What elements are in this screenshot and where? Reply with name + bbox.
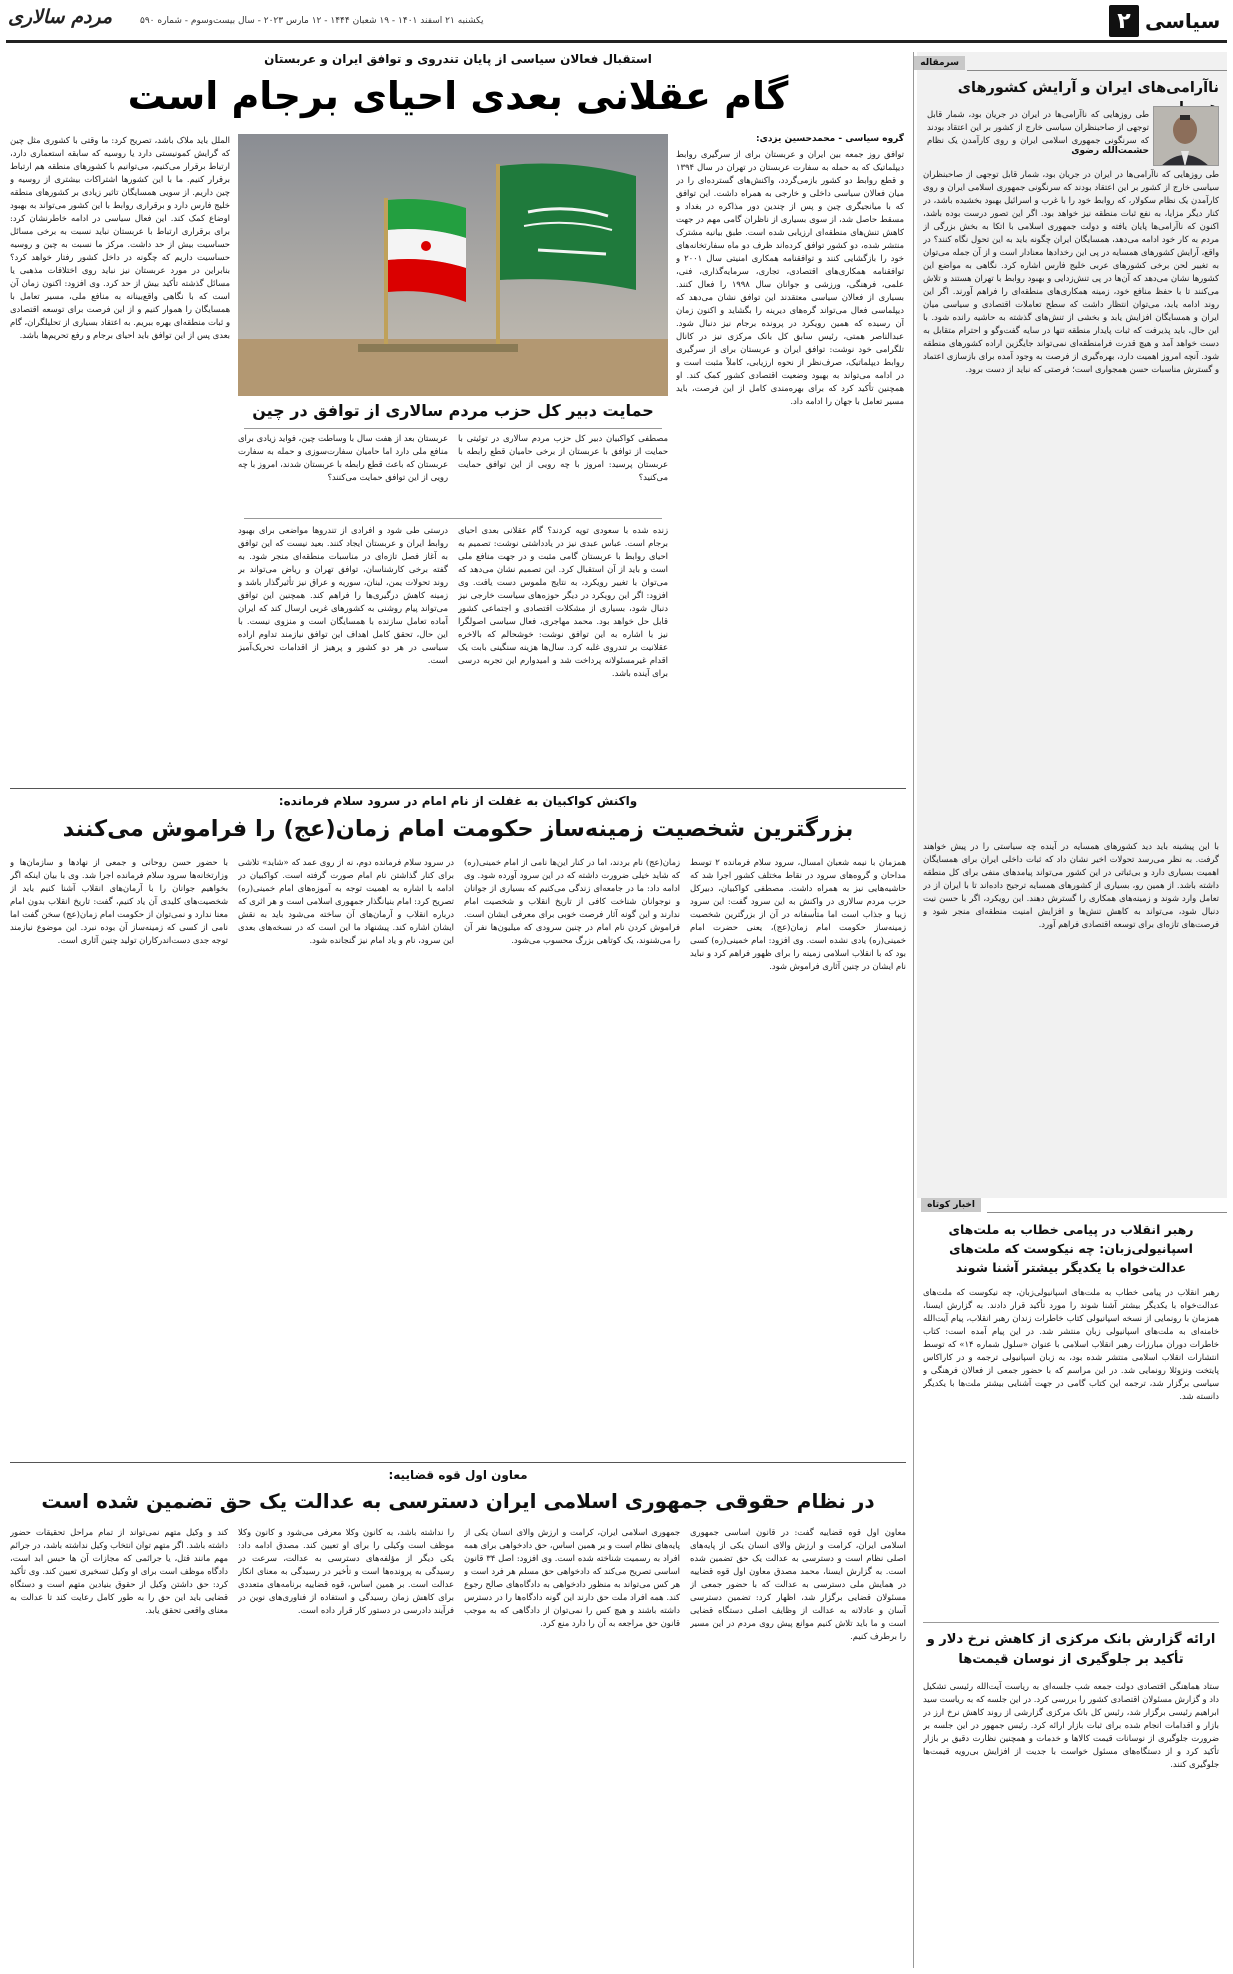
- sidebar-paragraph-1b: [923, 168, 1219, 838]
- top-header: [0, 0, 1233, 46]
- lead-column-2: زنده شده با سعودی توپه کردند؟ گام عقلانی بعدی احیای برجام است. عباس عبدی نیز در یادداشتی نوشت: تصمیم به احیای روابط با عربستان گامی مثبت و در جهت منافع ملی است و باید از آن استقبال کرد. این تصمیم نشان می‌دهد که می‌توان با تغییر رویکرد، به نتایج ملموس دست یافت. وی افزود: اگر این رویکرد در دیگر حوزه‌های سیاست خارجی نیز دنبال شود، بسیاری از مشکلات اقتصادی و اجتماعی کشور قابل حل خواهد بود. محمد مهاجری، فعال سیاسی اصولگرا نیز با اشاره به این توافق نوشت: خوشحالم که بالاخره عقلانیت بر تندروی غلبه کرد. سال‌ها هزینه سنگینی بابت یک اقدام غیرمسئولانه پرداخت شد و امیدوارم این تجربه درسی برای آینده باشد.: [458, 525, 668, 678]
- brief-1-title: رهبر انقلاب در پیامی خطاب به ملت‌های اسپانیولی‌زبان: چه نیکوست که ملت‌های عدالت‌خواه با یکدیگر بیشتر آشنا شوند: [948, 1222, 1194, 1275]
- middle-column-3: در سرود سلام فرمانده دوم، نه از روی عمد که «شاید» تلاشی برای کنار گذاشتن نام امام صورت گرفته است. کواکبیان در ادامه با اشاره به اهمیت توجه به آموزه‌های امام خمینی(ره) تصریح کرد: امام بنیانگذار جمهوری اسلامی است و هر اثری که درباره انقلاب و آرمان‌های آن ساخته می‌شود باید به نقش ایشان اشاره کند. پیشنهاد ما این است که در نسخه‌های بعدی این سرود، نام و یاد امام نیز گنجانده شود.: [238, 857, 454, 945]
- photo-caption: حمایت دبیر کل حزب مردم سالاری از توافق در چین: [252, 401, 654, 420]
- author-portrait-icon: [1153, 107, 1218, 166]
- header-rule: [6, 40, 1227, 43]
- sidebar-tag-rule: [967, 70, 1227, 71]
- section-block: [1109, 4, 1227, 38]
- caption-column-right: مصطفی کواکبیان دبیر کل حزب مردم سالاری در توئیتی با حمایت از توافق با عربستان از برخی حامیان قطع رابطه با عربستان پرسید: امروز با چه رویی از این توافق حمایت می‌کنید؟: [458, 433, 668, 482]
- sidebar-author: حشمت‌الله رضوی: [1071, 146, 1149, 156]
- flags-photo: [238, 134, 668, 396]
- brief-divider: [923, 1622, 1219, 1623]
- lead-bottom-rule: [10, 788, 906, 789]
- lead-column-1: توافق روز جمعه بین ایران و عربستان برای از سرگیری روابط دیپلماتیک که به حمله به سفارت عربستان در تهران در سال ۱۳۹۴ و قطع روابط دو کشور بازمی‌گردد، واکنش‌های گسترده‌ای را در میان فعالان سیاسی داخلی و خارجی به همراه داشت. این توافق که با میانجیگری چین و پس از چندین دور مذاکره در بغداد و مسقط حاصل شد، از سوی بسیاری از ناظران گامی مهم در جهت کاهش تنش‌های منطقه‌ای ارزیابی شده است. طبق بیانیه مشترک منتشر شده، دو کشور توافق کرده‌اند ظرف دو ماه سفارتخانه‌های خود را بازگشایی کنند و توافقنامه همکاری امنیتی سال ۲۰۰۱ و توافقنامه همکاری‌های اقتصادی، تجاری، سرمایه‌گذاری، فنی، علمی، فرهنگی، ورزشی و جوانان سال ۱۹۹۸ را فعال کنند. بسیاری از فعالان سیاسی معتقدند این توافق نشان می‌دهد که دیپلماسی فعال می‌تواند گره‌های دیرینه را بگشاید و اکنون زمان آن رسیده که همین رویکرد در پرونده برجام نیز دنبال شود. عبدالناصر همتی، رئیس سابق کل بانک مرکزی نیز در کانال تلگرامی خود نوشت: توافق ایران و عربستان برای از سرگیری روابط دیپلماتیک، صرف‌نظر از نحوه ارزیابی، کاملاً مثبت است و در ادامه می‌تواند به بهبود وضعیت اقتصادی کشور کمک کند. او همچنین تأکید کرد که برای بهره‌مندی کامل از این فرصت، باید مسیر تعامل با جهان را ادامه داد.: [676, 149, 904, 406]
- caption-rule: [244, 428, 662, 429]
- bottom-kicker: معاون اول قوه قضاییه:: [388, 1468, 528, 1482]
- bottom-column-3: را نداشته باشد، به کانون وکلا معرفی می‌شود و کانون وکلا موظف است وکیلی را برای او تعیین کند. مصدق ادامه داد: یکی دیگر از مؤلفه‌های دسترسی به عدالت، سرعت در رسیدگی به پرونده‌ها است و تأخیر در رسیدگی به معنای انکار عدالت است. بر همین اساس، قوه قضاییه برنامه‌های متعددی برای کاهش زمان رسیدگی و استفاده از فناوری‌های نوین در فرآیند دادرسی در دستور کار قرار داده است.: [238, 1527, 454, 1615]
- caption-column-left: عربستان بعد از هفت سال با وساطت چین، فواید زیادی برای منافع ملی دارد اما حامیان سفارت‌سوزی و حمله به سفارت عربستان که باعث قطع رابطه با عربستان شدند، امروز با چه رویی از این توافق حمایت می‌کنند؟: [238, 433, 448, 482]
- sidebar-paragraph-body: طی روزهایی که ناآرامی‌ها در ایران در جریان بود، شمار قابل توجهی از صاحبنظران سیاسی خارج از کشور بر این اعتقاد بودند که سرنگونی جمهوری اسلامی ایران و روی کارآمدن یک نظام سکولار، که روابط خود را با غرب و اسرائیل بهبود بخشیده باشد، در کنار دیگر مزایا، به نفع ثبات منطقه نیز خواهد بود. اگر این تصور درست بوده باشد، اکنون که ناآرامی‌ها پایان یافته و دولت جمهوری اسلامی با اتکا به بخش بزرگی از مردم به کار خود ادامه می‌دهد، همسایگان ایران چگونه باید به این تحول نگاه کنند؟ در واقع، آرایش کشورهای همسایه در پی این رخدادها معنادار است و از آن جمله می‌توان به تغییر لحن برخی کشورهای عربی خلیج فارس اشاره کرد. نگاهی به مواضع این کشورها نشان می‌دهد که آن‌ها در پی تنش‌زدایی و بهبود روابط با تهران هستند و تلاش می‌کنند تا با حفظ منافع خود، زمینه همکاری‌های منطقه‌ای را فراهم آورند. اگر این روند ادامه یابد، می‌توان انتظار داشت که سطح تعاملات اقتصادی و سیاسی میان ایران و همسایگان افزایش یابد و بخشی از تنش‌های گذشته به حاشیه رانده شود. با این حال، باید پذیرفت که ثبات پایدار منطقه تنها در سایه گفت‌وگو و احترام متقابل به دست خواهد آمد و هیچ قدرت فرامنطقه‌ای نمی‌تواند جایگزین اراده کشورهای منطقه شود. آنچه امروز اهمیت دارد، بهره‌گیری از فرصت به وجود آمده برای بازسازی اعتماد و گسترش مناسبات حسن همجواری است؛ فرصتی که نباید از دست برود.: [923, 169, 1219, 374]
- brief-2-title: ارائه گزارش بانک مرکزی از کاهش نرخ دلار و تأکید بر جلوگیری از نوسان قیمت‌ها: [926, 1632, 1216, 1667]
- lead-byline: گروه سیاسی - محمدحسین یزدی:: [755, 134, 904, 144]
- middle-column-4: با حضور حسن روحانی و جمعی از نهادها و سازمان‌ها و وزارتخانه‌ها سرود سلام فرمانده اجرا شد. وی با بیان اینکه اگر بخواهیم جوانان را با آرمان‌های انقلاب آشنا کنیم باید از شخصیت‌های کلیدی آن یاد کنیم، گفت: تاریخ انقلاب بدون امام معنا ندارد و نمی‌توان از حکومت امام زمان(عج) سخن گفت اما نامی از کسی که زمینه‌ساز آن بوده نبرد. این موضوع نیازمند توجه جدی دست‌اندرکاران تولید چنین آثاری است.: [10, 857, 228, 945]
- middle-kicker: واکنش کواکبیان به غفلت از نام امام در سرود سلام فرمانده:: [278, 794, 638, 808]
- lead-column-3: درستی طی شود و افرادی از تندروها مواضعی برای بهبود روابط ایران و عربستان ایجاد کنند. بعید نیست که این توافق به آغاز فصل تازه‌ای در مناسبات منطقه‌ای منجر شود. به گفته برخی کارشناسان، توافق تهران و ریاض می‌تواند بر روند تحولات یمن، لبنان، سوریه و عراق نیز تأثیرگذار باشد و زمینه کاهش درگیری‌ها را فراهم کند. همچنین این توافق می‌تواند پیام روشنی به کشورهای غربی ارسال کند که ایران آماده تعامل سازنده با همسایگان است و منزوی نیست. با این حال، تحقق کامل اهداف این توافق نیازمند تداوم اراده سیاسی در هر دو کشور و پرهیز از اقدامات تحریک‌آمیز است.: [238, 525, 448, 665]
- lead-column-4: الملل باید ملاک باشد، تصریح کرد: ما وقتی با کشوری مثل چین که گرایش کمونیستی دارد یا روسیه که سابقه استعماری دارد، ارتباط برقرار می‌کنیم، می‌توانیم با کشورهای منطقه هم ارتباط برقرار کنیم. ما با این کشورها اشتراکات بیشتری از روسیه و چین داریم. از سویی همسایگان تاثیر زیادی بر کشورهای منطقه خلیج فارس دارد و برقراری روابط با این کشور می‌تواند به بهبود اوضاع کمک کند. این فعال سیاسی در ادامه خاطرنشان کرد: برای برقراری ارتباط با عربستان نباید نسبت به برخی مسائل حساسیت بیش از حد داشت. مرکز ما نسبت به چین و روسیه حساسیت داریم که چگونه در داخل کشور رفتار خواهد کرد؟ بنابراین در مورد عربستان نیز نباید روی اختلافات مذهبی یا مسائل گذشته تأکید بیش از حد کرد. وی افزود: اکنون زمان آن است که با نگاهی واقع‌بینانه به منافع ملی، مسیر تعامل با همسایگان را هموار کنیم و از این فرصت برای توسعه اقتصادی و ثبات منطقه‌ای بهره ببریم. به اعتقاد بسیاری از تحلیلگران، گام بعدی پس از این توافق باید احیای برجام و رفع تحریم‌ها باشد.: [10, 135, 230, 340]
- iran-saudi-flags-icon: [238, 134, 668, 396]
- bottom-column-4: کند و وکیل متهم نمی‌تواند از تمام مراحل تحقیقات حضور داشته باشد. اگر متهم توان انتخاب وکیل نداشته باشد، در جرائم مهم مانند قتل، یا جرائمی که مجازات آن ها حبس ابد است، دادگاه موظف است برای او وکیل تسخیری تعیین کند. وی تأکید کرد: حق داشتن وکیل از حقوق بنیادین متهم است و دستگاه قضایی باید این حق را به طور کامل رعایت کند تا عدالت به معنای واقعی تحقق یابد.: [10, 1527, 228, 1615]
- news-tag-rule: [987, 1212, 1227, 1213]
- middle-bottom-rule: [10, 1462, 906, 1463]
- sidebar-title: ناآرامی‌های ایران و آرایش کشورهای: [957, 80, 1219, 96]
- middle-headline: بزرگترین شخصیت زمینه‌ساز حکومت امام زمان(عج) را فراموش می‌کنند: [62, 816, 854, 842]
- brief-2-text: ستاد هماهنگی اقتصادی دولت جمعه شب جلسه‌ای به ریاست آیت‌الله رئیسی تشکیل داد و گزارش مسئولان اقتصادی کشور را بررسی کرد. در این جلسه که به ریاست سید ابراهیم رئیسی برگزار شد، رئیس کل بانک مرکزی گزارشی از روند کاهش نرخ ارز در بازار و اقدامات انجام شده برای ثبات بازار ارائه کرد. رئیس جمهور در این جلسه بر ضرورت جلوگیری از نوسانات قیمت کالاها و خدمات و همچنین نظارت دقیق بر بازار تأکید کرد و از دستگاه‌های مسئول خواست با جدیت از افزایش بی‌رویه قیمت‌ها جلوگیری کنند.: [923, 1681, 1219, 1769]
- lead-headline: گام عقلانی بعدی احیای برجام است: [127, 74, 789, 118]
- bottom-column-1: معاون اول قوه قضاییه گفت: در قانون اساسی جمهوری اسلامی ایران، کرامت و ارزش والای انسان یکی از پایه‌های اصلی نظام است و دسترسی به عدالت یک حق تضمین شده است. به گزارش ایسنا، محمد مصدق معاون اول قوه قضاییه در همایش ملی دسترسی به عدالت که با حضور جمعی از مسئولان قضایی برگزار شد، اظهار کرد: تضمین دسترسی آسان و عادلانه به عدالت از وظایف اصلی دستگاه قضایی است و ما باید تلاش کنیم موانع پیش روی مردم در این مسیر را برطرف کنیم.: [690, 1527, 906, 1641]
- dateline: یکشنبه ۲۱ اسفند ۱۴۰۱ - ۱۹ شعبان ۱۴۴۴ - ۱۲ مارس ۲۰۲۳ - سال بیست‌وسوم - شماره ۵۹۰: [140, 16, 484, 26]
- page-number: ۲: [1109, 5, 1139, 37]
- bottom-headline: در نظام حقوقی جمهوری اسلامی ایران دسترسی به عدالت یک حق تضمین شده است: [41, 1489, 875, 1513]
- news-tag: اخبار کوتاه: [921, 1198, 981, 1212]
- lead-kicker: استقبال فعالان سیاسی از پایان تندروی و توافق ایران و عربستان: [264, 52, 652, 66]
- paper-name: مردم سالاری: [8, 6, 113, 28]
- middle-column-1: همزمان با نیمه شعبان امسال، سرود سلام فرمانده ۲ توسط مداحان و گروه‌های سرود در نقاط مختلف کشور اجرا شد که حاشیه‌هایی نیز به همراه داشت. مصطفی کواکبیان، دبیرکل حزب مردم سالاری در واکنش به این سرود گفت: این سرود زیبا و جذاب است اما متأسفانه در آن از بزرگترین شخصیت زمینه‌ساز حکومت امام زمان(عج)، یعنی حضرت امام خمینی(ره) یادی نشده است. وی افزود: امام خمینی(ره) کسی بود که با انقلاب اسلامی زمینه را برای ظهور فراهم کرد و نباید نام ایشان در چنین آثاری فراموش شود.: [690, 857, 906, 971]
- caption-bottom-rule: [244, 518, 662, 519]
- sidebar-tag: سرمقاله: [914, 56, 965, 70]
- sidebar-paragraph-1: طی روزهایی که ناآرامی‌ها در ایران در جریان بود، شمار قابل توجهی از صاحبنظران سیاسی خارج از کشور بر این اعتقاد بودند که سرنگونی جمهوری اسلامی ایران و روی کارآمدن یک نظام: [927, 109, 1149, 145]
- middle-column-2: زمان(عج) نام بردند، اما در کنار این‌ها نامی از امام خمینی(ره) که شاید خیلی ضرورت داشته که در این سرود آورده شود. وی ادامه داد: ما در جامعه‌ای زندگی می‌کنیم که بسیاری از جوانان و نوجوانان شناخت کافی از تاریخ انقلاب و شخصیت امام ندارند و این گونه آثار فرصت خوبی برای معرفی ایشان است. فراموش کردن نام امام در چنین سرودی که میلیون‌ها نفر آن را می‌شنوند، یک کوتاهی بزرگ محسوب می‌شود.: [464, 857, 680, 945]
- author-photo: [1153, 106, 1219, 166]
- section-label: سیاسی: [1145, 9, 1221, 33]
- brief-1-text: رهبر انقلاب در پیامی خطاب به ملت‌های اسپانیولی‌زبان، چه نیکوست که ملت‌های عدالت‌خواه با یکدیگر بیشتر آشنا شوند را مورد تأکید قرار دادند. به گزارش ایسنا، همزمان با رونمایی از نسخه اسپانیولی کتاب خاطرات زندان رهبر انقلاب، پیام آیت‌الله خامنه‌ای به ملت‌های اسپانیولی زبان منتشر شد. در این پیام آمده است: کتاب خاطرات دوران مبارزات رهبر انقلاب اسلامی با عنوان «سلول شماره ۱۴» که توسط انتشارات انقلاب اسلامی منتشر شده بود، به زبان اسپانیولی ترجمه و در کاراکاس پایتخت ونزوئلا رونمایی شد. در این مراسم که با حضور جمعی از فعالان فرهنگی و سیاسی برگزار شد، ترجمه این کتاب گامی در جهت آشنایی بیشتر ملت‌ها با یکدیگر دانسته شد.: [923, 1287, 1219, 1401]
- bottom-column-2: جمهوری اسلامی ایران، کرامت و ارزش والای انسان یکی از پایه‌های نظام است و بر همین اساس، حق دادخواهی برای همه افراد به رسمیت شناخته شده است. وی افزود: اصل ۳۴ قانون اساسی تصریح می‌کند که دادخواهی حق مسلم هر فرد است و هر کس می‌تواند به منظور دادخواهی به دادگاه‌های صالح رجوع کند. همه افراد ملت حق دارند این گونه دادگاه‌ها را در دسترس داشته باشند و هیچ کس را نمی‌توان از دادگاهی که به موجب قانون حق مراجعه به آن را دارد منع کرد.: [464, 1527, 680, 1628]
- sidebar-separator: [913, 52, 914, 1968]
- sidebar-paragraph-2: با این پیشینه باید دید کشورهای همسایه در آینده چه سیاستی را در پیش خواهند گرفت. به نظر می‌رسد تحولات اخیر نشان داد که ثبات داخلی ایران برای همسایگان اهمیت بسیاری دارد و بی‌ثباتی در این کشور می‌تواند پیامدهای منفی برای کل منطقه داشته باشد. از همین رو، بسیاری از کشورهای همسایه ترجیح داده‌اند تا با ایران از در تعامل وارد شوند و زمینه‌های همکاری را گسترش دهند. این رویکرد، اگر با حسن نیت دنبال شود، می‌تواند به کاهش تنش‌ها و افزایش امنیت منطقه‌ای منجر شود و فرصت‌های تازه‌ای برای توسعه اقتصادی فراهم آورد.: [923, 841, 1219, 929]
